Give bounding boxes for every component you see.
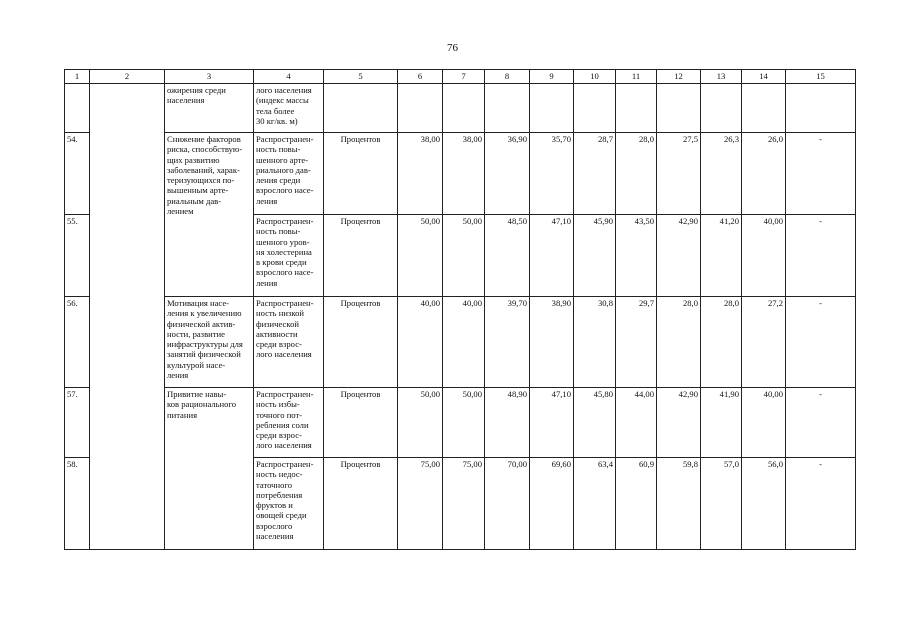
- unit-cell: Процентов: [324, 388, 398, 458]
- measure-line: ков рационального: [167, 399, 237, 410]
- measure-line: ожирения среди: [167, 85, 226, 95]
- row-number-cell: 55.: [65, 215, 90, 297]
- unit-cell: Процентов: [324, 458, 398, 550]
- measure-cell: [165, 388, 254, 550]
- value-cell: 59,8: [657, 458, 701, 550]
- measure-line: Привитие навы-: [167, 389, 227, 399]
- measure-line: риальным дав-: [167, 195, 222, 206]
- header-cell: 9: [530, 70, 574, 84]
- indicator-cell: [254, 458, 324, 550]
- indicator-line: населения: [256, 531, 294, 542]
- indicator-line: Распространен-: [256, 459, 314, 469]
- unit-cell: Процентов: [324, 133, 398, 215]
- value-cell: 43,50: [616, 215, 657, 297]
- value-cell: 63,4: [574, 458, 616, 550]
- value-cell: 48,90: [485, 388, 530, 458]
- value-cell: 45,80: [574, 388, 616, 458]
- indicator-line: ность избы-: [256, 399, 300, 410]
- indicator-line: Распространен-: [256, 216, 314, 226]
- measure-line: занятий физической: [167, 349, 241, 360]
- value-cell: 28,0: [616, 133, 657, 215]
- table-row: [65, 133, 856, 215]
- value-cell: 36,90: [485, 133, 530, 215]
- indicator-line: шенного уров-: [256, 236, 310, 247]
- header-cell: 14: [742, 70, 786, 84]
- value-cell: 29,7: [616, 297, 657, 388]
- value-cell: 26,3: [701, 133, 742, 215]
- value-cell: 69,60: [530, 458, 574, 550]
- program-cell: [90, 84, 165, 550]
- indicator-line: среди взрос-: [256, 430, 302, 441]
- indicator-line: физической: [256, 318, 299, 329]
- value-cell: 60,9: [616, 458, 657, 550]
- value-cell: 39,70: [485, 297, 530, 388]
- table-row: [65, 297, 856, 388]
- value-cell: 47,10: [530, 388, 574, 458]
- header-cell: 1: [65, 70, 90, 84]
- value-cell: 48,50: [485, 215, 530, 297]
- header-cell: 10: [574, 70, 616, 84]
- value-cell: 38,00: [443, 133, 485, 215]
- measure-line: вышенным арте-: [167, 185, 229, 196]
- indicator-line: взрослого насе-: [256, 267, 314, 278]
- measure-cell: [165, 133, 254, 297]
- measure-line: риска, способствую-: [167, 144, 243, 155]
- unit-cell: Процентов: [324, 215, 398, 297]
- row-number-cell: [65, 84, 90, 133]
- value-cell: 28,7: [574, 133, 616, 215]
- row-number-cell: 54.: [65, 133, 90, 215]
- indicator-line: в крови среди: [256, 257, 307, 268]
- measure-line: Снижение факторов: [167, 134, 241, 144]
- value-cell: [742, 84, 786, 133]
- header-cell: 7: [443, 70, 485, 84]
- indicator-line: ность повы-: [256, 226, 301, 237]
- note-cell: -: [786, 297, 856, 388]
- unit-cell: [324, 84, 398, 133]
- value-cell: 30,8: [574, 297, 616, 388]
- measure-line: теризующихся по-: [167, 175, 235, 186]
- indicator-line: Распространен-: [256, 298, 314, 308]
- indicator-line: риального дав-: [256, 164, 311, 175]
- indicator-line: ность повы-: [256, 144, 301, 155]
- value-cell: 41,20: [701, 215, 742, 297]
- measure-line: культурой насе-: [167, 359, 226, 370]
- indicator-line: шенного арте-: [256, 154, 309, 165]
- value-cell: 35,70: [530, 133, 574, 215]
- value-cell: [657, 84, 701, 133]
- value-cell: [574, 84, 616, 133]
- value-cell: 40,00: [398, 297, 443, 388]
- indicator-line: среди взрос-: [256, 339, 302, 350]
- value-cell: 27,5: [657, 133, 701, 215]
- header-cell: 8: [485, 70, 530, 84]
- indicator-line: активности: [256, 328, 298, 339]
- value-cell: 57,0: [701, 458, 742, 550]
- value-cell: 50,00: [443, 388, 485, 458]
- header-cell: 3: [165, 70, 254, 84]
- header-cell: 2: [90, 70, 165, 84]
- header-cell: 15: [786, 70, 856, 84]
- measure-line: ления: [167, 370, 189, 381]
- value-cell: 38,90: [530, 297, 574, 388]
- header-cell: 6: [398, 70, 443, 84]
- indicator-line: (индекс массы: [256, 95, 309, 106]
- indicator-cell: [254, 84, 324, 133]
- indicator-line: ления среди: [256, 175, 301, 186]
- measure-line: инфраструктуры для: [167, 339, 243, 350]
- value-cell: 38,00: [398, 133, 443, 215]
- measure-line: заболеваний, харак-: [167, 164, 240, 175]
- value-cell: 27,2: [742, 297, 786, 388]
- indicators-table: [64, 69, 856, 550]
- measure-line: физической актив-: [167, 318, 236, 329]
- indicator-line: лого населения: [256, 85, 312, 95]
- value-cell: 50,00: [398, 388, 443, 458]
- measure-line: ности, развитие: [167, 328, 225, 339]
- value-cell: [485, 84, 530, 133]
- note-cell: -: [786, 388, 856, 458]
- continuation-row: [65, 84, 856, 133]
- page-number: 76: [447, 42, 458, 54]
- value-cell: 75,00: [398, 458, 443, 550]
- value-cell: 56,0: [742, 458, 786, 550]
- measure-line: Мотивация насе-: [167, 298, 230, 308]
- indicator-line: ня холестерина: [256, 246, 312, 257]
- indicator-line: ления: [256, 195, 278, 206]
- value-cell: [701, 84, 742, 133]
- measure-line: щих развитию: [167, 154, 220, 165]
- measure-line: лением: [167, 206, 194, 217]
- value-cell: 41,90: [701, 388, 742, 458]
- measure-line: ления к увеличению: [167, 308, 242, 319]
- value-cell: 44,00: [616, 388, 657, 458]
- value-cell: 50,00: [443, 215, 485, 297]
- value-cell: [398, 84, 443, 133]
- value-cell: 45,90: [574, 215, 616, 297]
- indicator-cell: [254, 133, 324, 215]
- table-row: [65, 388, 856, 458]
- value-cell: 40,00: [443, 297, 485, 388]
- header-cell: 4: [254, 70, 324, 84]
- measure-line: населения: [167, 95, 205, 106]
- measure-cell: [165, 84, 254, 133]
- indicator-cell: [254, 388, 324, 458]
- value-cell: [443, 84, 485, 133]
- value-cell: [530, 84, 574, 133]
- value-cell: [616, 84, 657, 133]
- indicator-line: взрослого: [256, 520, 293, 531]
- header-cell: 12: [657, 70, 701, 84]
- value-cell: 47,10: [530, 215, 574, 297]
- value-cell: 50,00: [398, 215, 443, 297]
- indicator-line: лого населения: [256, 349, 312, 360]
- value-cell: 26,0: [742, 133, 786, 215]
- value-cell: 40,00: [742, 388, 786, 458]
- row-number-cell: 56.: [65, 297, 90, 388]
- indicator-line: ления: [256, 277, 278, 288]
- note-cell: -: [786, 133, 856, 215]
- unit-cell: Процентов: [324, 297, 398, 388]
- column-number-row: [65, 70, 856, 84]
- value-cell: 28,0: [657, 297, 701, 388]
- indicator-line: ребления соли: [256, 419, 309, 430]
- indicator-cell: [254, 215, 324, 297]
- measure-cell: [165, 297, 254, 388]
- note-cell: -: [786, 215, 856, 297]
- value-cell: 40,00: [742, 215, 786, 297]
- indicator-line: лого населения: [256, 440, 312, 451]
- header-cell: 13: [701, 70, 742, 84]
- indicator-line: фруктов и: [256, 500, 293, 511]
- value-cell: 42,90: [657, 215, 701, 297]
- value-cell: 42,90: [657, 388, 701, 458]
- value-cell: 70,00: [485, 458, 530, 550]
- measure-line: питания: [167, 409, 198, 420]
- row-number-cell: 58.: [65, 458, 90, 550]
- indicator-line: таточного: [256, 479, 292, 490]
- indicator-line: Распространен-: [256, 389, 314, 399]
- indicator-line: точного пот-: [256, 409, 303, 420]
- value-cell: 28,0: [701, 297, 742, 388]
- row-number-cell: 57.: [65, 388, 90, 458]
- header-cell: 5: [324, 70, 398, 84]
- indicator-line: взрослого насе-: [256, 185, 314, 196]
- indicator-line: 30 кг/кв. м): [256, 115, 298, 126]
- indicator-cell: [254, 297, 324, 388]
- indicator-line: тела более: [256, 105, 295, 116]
- indicator-line: ность недос-: [256, 469, 303, 480]
- header-cell: 11: [616, 70, 657, 84]
- note-cell: [786, 84, 856, 133]
- note-cell: -: [786, 458, 856, 550]
- indicator-line: овощей среди: [256, 510, 307, 521]
- indicator-line: ность низкой: [256, 308, 304, 319]
- indicator-line: потребления: [256, 489, 303, 500]
- indicator-line: Распространен-: [256, 134, 314, 144]
- value-cell: 75,00: [443, 458, 485, 550]
